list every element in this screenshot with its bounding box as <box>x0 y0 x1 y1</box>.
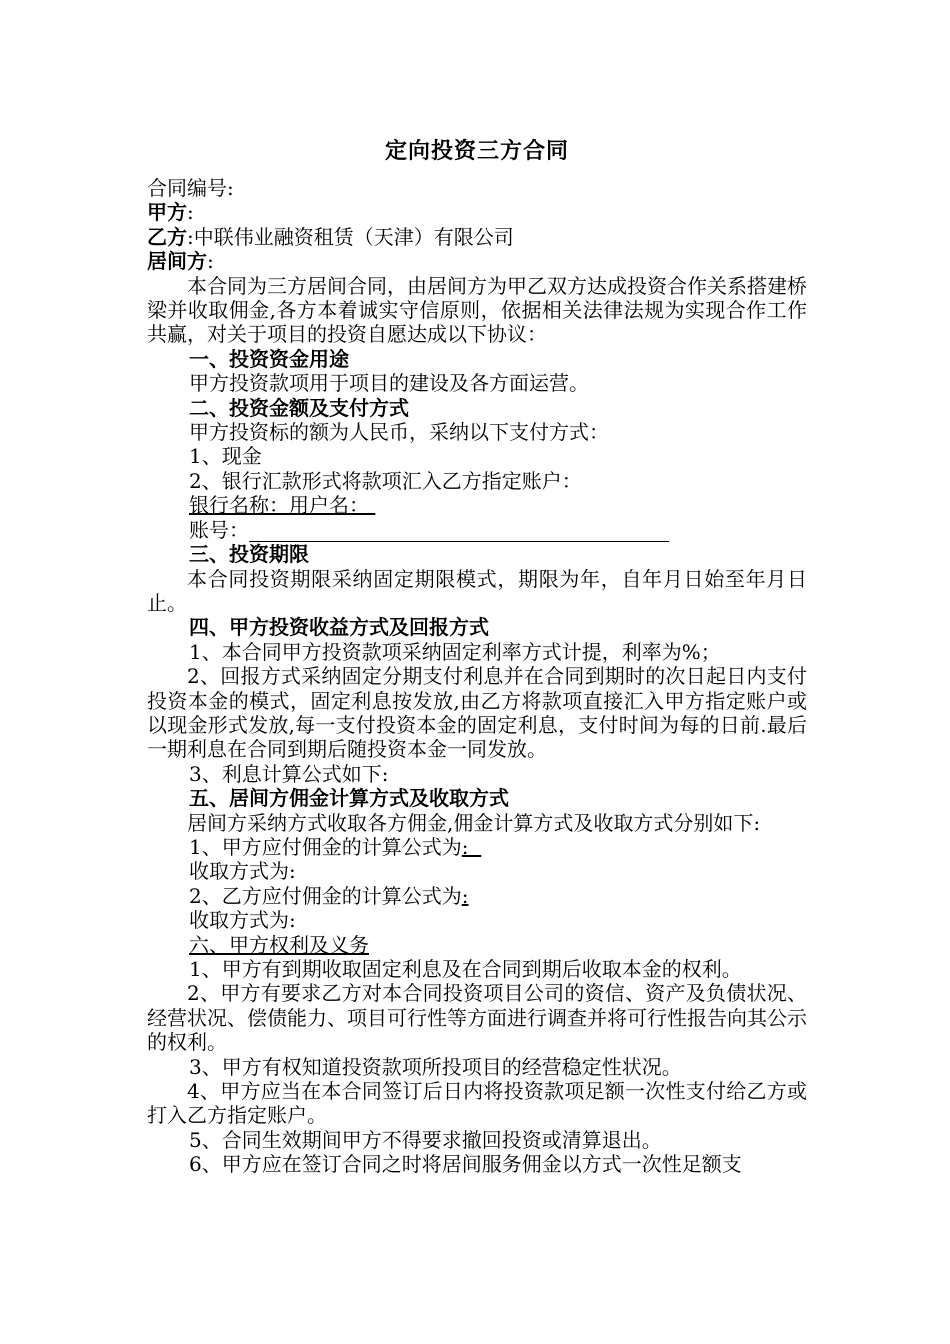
party-b-name: :中联伟业融资租赁（天津）有限公司 <box>187 224 514 249</box>
contract-page <box>147 132 807 1177</box>
section-3-text: 本合同投资期限采纳固定期限模式，期限为年，自年月日始至年月日止。 <box>147 566 807 615</box>
party-a-label: 甲方 <box>147 200 187 225</box>
section-4-heading: 四、甲方投资收益方式及回报方式 <box>189 615 489 640</box>
broker-label: 居间方 <box>147 249 207 274</box>
bank-name-line <box>147 493 807 517</box>
party-b-commission-blank: : <box>461 883 469 908</box>
broker-line <box>147 249 807 273</box>
section-4-item-1: 1、本合同甲方投资款项采纳固定利率方式计提，利率为%； <box>189 639 721 664</box>
party-b-line <box>147 225 807 249</box>
broker-colon: : <box>207 249 214 274</box>
section-5-item-1-collect: 收取方式为: <box>189 859 296 884</box>
party-a-commission-blank: : <box>461 834 469 859</box>
party-b-label: 乙方 <box>147 224 187 249</box>
bank-name-field: 银行名称：用户名： <box>189 493 369 518</box>
section-5-item-1 <box>147 835 807 859</box>
section-3-heading: 三、投资期限 <box>189 542 309 567</box>
account-label: 账号： <box>189 517 249 542</box>
section-6-item-3: 3、甲方有权知道投资款项所投项目的经营稳定性状况。 <box>189 1054 682 1079</box>
section-6-item-4: 4、甲方应当在本合同签订后日内将投资款项足额一次性支付给乙方或打入乙方指定账户。 <box>147 1079 807 1128</box>
payment-option-cash: 1、现金 <box>189 444 262 469</box>
section-6-item-5: 5、合同生效期间甲方不得要求撤回投资或清算退出。 <box>189 1127 662 1152</box>
section-5-heading: 五、居间方佣金计算方式及收取方式 <box>189 786 509 811</box>
party-a-commission-formula: 1、甲方应付佣金的计算公式为 <box>189 834 462 859</box>
section-5-text: 居间方采纳方式收取各方佣金,佣金计算方式及收取方式分别如下: <box>187 810 761 835</box>
section-6-heading: 六、甲方权利及义务 <box>189 932 369 957</box>
contract-number-label: 合同编号: <box>147 176 234 200</box>
account-blank <box>249 521 669 542</box>
section-2-heading: 二、投资金额及支付方式 <box>189 395 409 420</box>
account-line <box>147 518 807 542</box>
section-4-item-3: 3、利息计算公式如下: <box>189 761 389 786</box>
section-6-item-2: 2、甲方有要求乙方对本合同投资项目公司的资信、资产及负债状况、经营状况、偿债能力、项目可行性等方面进行调查并将可行性报告向其公示的权利。 <box>147 981 807 1055</box>
section-1-heading: 一、投资资金用途 <box>189 346 349 371</box>
section-6-item-1: 1、甲方有到期收取固定利息及在合同到期后收取本金的权利。 <box>189 957 742 981</box>
party-b-commission-formula: 2、乙方应付佣金的计算公式为 <box>189 883 462 908</box>
section-1-text: 甲方投资款项用于项目的建设及各方面运营。 <box>189 371 589 396</box>
intro-paragraph: 本合同为三方居间合同，由居间方为甲乙双方达成投资合作关系搭建桥梁并收取佣金,各方本着诚实守信原则，依据相关法律法规为实现合作工作共赢，对关于项目的投资自愿达成以下协议： <box>147 273 807 347</box>
section-5-item-2 <box>147 884 807 908</box>
section-4-item-2: 2、回报方式采纳固定分期支付利息并在合同到期时的次日起日内支付投资本金的模式，固定利息按发放,由乙方将款项直接汇入甲方指定账户或以现金形式发放,每一支付投资本金的固定利息，支付时间为每的日前.最后一期利息在合同到期后随投资本金一同发放。 <box>147 664 807 762</box>
party-a-line <box>147 200 807 224</box>
section-5-item-2-collect: 收取方式为: <box>189 908 296 933</box>
section-2-text: 甲方投资标的额为人民币，采纳以下支付方式： <box>189 420 609 445</box>
page-title: 定向投资三方合同 <box>384 139 569 164</box>
party-a-colon: : <box>187 200 194 225</box>
payment-option-bank: 2、银行汇款形式将款项汇入乙方指定账户： <box>189 468 582 493</box>
section-6-item-6: 6、甲方应在签订合同之时将居间服务佣金以方式一次性足额支 <box>189 1152 742 1177</box>
